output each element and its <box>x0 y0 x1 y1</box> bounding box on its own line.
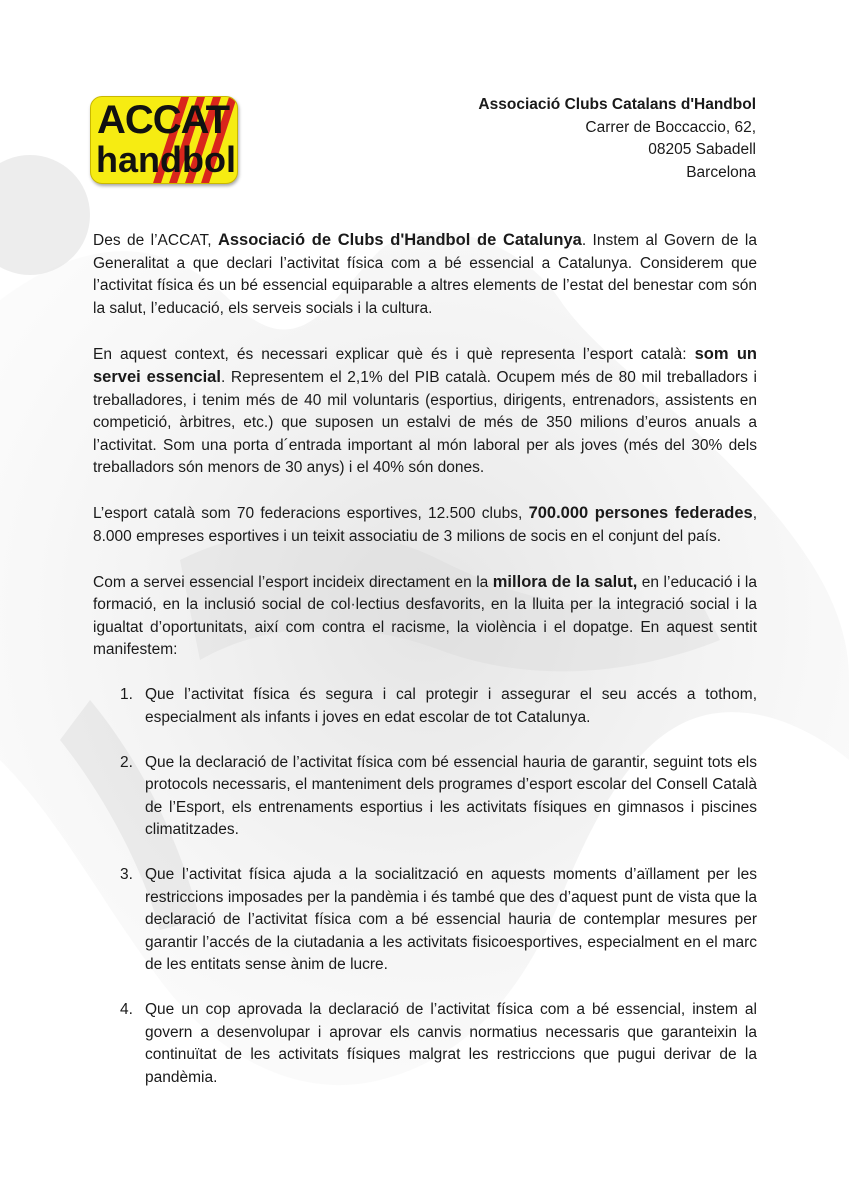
list-item-number: 2. <box>120 753 133 771</box>
p3-text-a: L’esport català som 70 federacions esportives, 12.500 clubs, <box>93 505 529 522</box>
paragraph-context <box>93 343 757 480</box>
sender-address <box>478 94 756 184</box>
p2-bold: som un servei essencial <box>93 344 758 386</box>
paragraph-figures <box>93 502 757 548</box>
list-item-number: 3. <box>120 866 133 883</box>
address-city: Barcelona <box>686 163 756 181</box>
list-item <box>93 684 757 729</box>
paragraph-intro <box>93 229 757 320</box>
manifesto-list <box>93 684 757 1089</box>
list-item-number: 1. <box>120 686 133 703</box>
list-item <box>93 752 757 842</box>
address-postal: 08205 Sabadell <box>648 141 756 158</box>
list-item-text: Que l’activitat física ajuda a la socialització en aquests moments d’aïllament per les restriccions imposades per la pandèmia i és també que des d’aquest punt de vista que la declaració de l’activitat física com a bé essencial hauria de contemplar mesures per garantir l’accés de la ciutadania a les activitats fisicoesportives, especialment en el marc de les entitats sense ànim de lucre. <box>145 866 757 973</box>
letter-body <box>93 229 757 1112</box>
list-item-text: Que l’activitat física és segura i cal protegir i assegurar el seu accés a tothom, especialment als infants i joves en edat escolar de tot Catalunya. <box>145 686 757 726</box>
logo-line1: ACCAT <box>97 98 230 142</box>
p4-text-c: en l’educació i la formació, en la inclusió social de col·lectius desfavorits, en la lluita per la integració social i la igualtat d’oportunitats, així com contra el racisme, la violència i el dopatge. En aquest sentit manifestem: <box>93 573 757 658</box>
list-item-text: Que un cop aprovada la declaració de l’activitat física com a bé essencial, instem al govern a desenvolupar i aprovar els canvis normatius necessaris que garanteixin la continuïtat de les activitats físiques malgrat les restriccions que pugui derivar de la pandèmia. <box>145 1001 757 1086</box>
p3-bold: 700.000 persones federades <box>528 504 753 522</box>
list-item-text: Que la declaració de l’activitat física com bé essencial hauria de garantir, seguint tots els protocols necessaris, el manteniment dels programes d’esport escolar del Consell Català de l’Esport, els entrenaments esportius i les activitats físiques en gimnasos i piscines climatitzades. <box>145 753 757 838</box>
address-street: Carrer de Boccaccio, 62, <box>585 118 756 136</box>
p1-text-c: . Instem al Govern de la Generalitat a que declari l’activitat física com a bé essencial a Catalunya. Considerem que l’activitat física és un bé essencial equiparable a altres elements de l’estat del benestar com són la salut, l’educació, els serveis socials i la cultura. <box>93 232 757 317</box>
p2-text-a: En aquest context, és necessari explicar què és i què representa l’esport català: <box>93 345 695 363</box>
p2-text-c: . Representem el 2,1% del PIB català. Ocupem més de 80 mil treballadors i treballadores, i tenim més de 40 mil voluntaris (esportius, dirigents, entrenadors, assistents en competició, àrbitres, etc.) que suposen un estalvi de més de 350 milions d’euros anuals a l’activitat. Som una porta d´entrada important al món laboral per als joves (més del 30% dels treballadors són menors de 30 anys) i el 40% són dones. <box>93 369 758 476</box>
p1-bold: Associació de Clubs d'Handbol de Catalunya <box>217 231 582 249</box>
logo-badge <box>90 96 238 184</box>
list-item <box>93 999 757 1089</box>
accat-handbol-logo <box>90 96 236 182</box>
list-item <box>93 864 757 977</box>
p4-text-a: Com a servei essencial l’esport incideix directament en la <box>93 573 493 591</box>
logo-line2: handbol <box>96 139 236 180</box>
paragraph-essential-service <box>93 571 757 662</box>
address-organization: Associació Clubs Catalans d'Handbol <box>478 96 756 113</box>
list-item-number: 4. <box>120 1001 133 1018</box>
p3-text-c: , 8.000 empreses esportives i un teixit associatiu de 3 milions de socis en el conjunt del país. <box>93 505 757 545</box>
p1-text-a: Des de l’ACCAT, <box>93 232 218 249</box>
p4-bold: millora de la salut, <box>492 572 638 591</box>
